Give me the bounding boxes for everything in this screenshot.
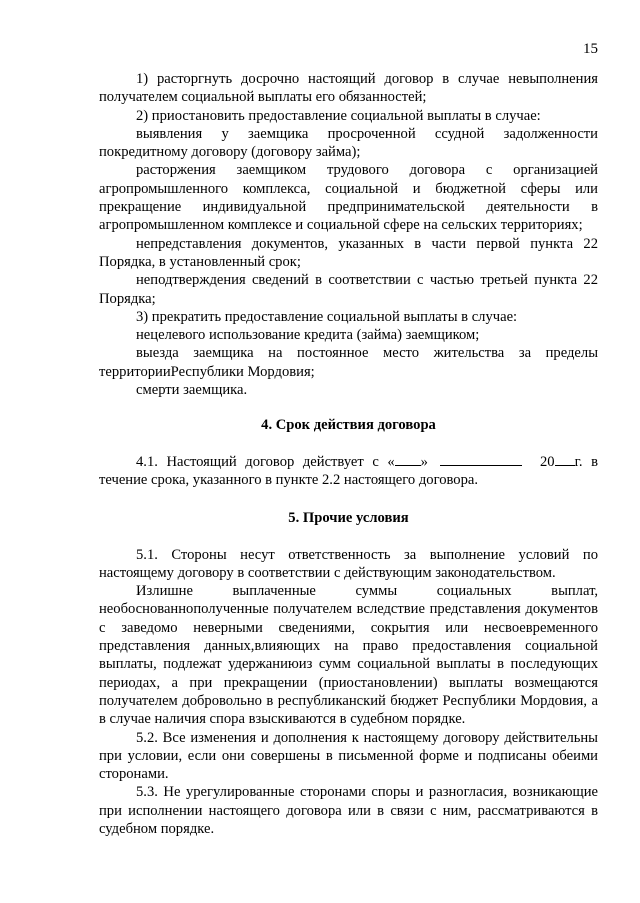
clause-terminate-early: 1) расторгнуть досрочно настоящий договор в случае невыполнения получателем социальной выплаты его обязанностей;: [99, 71, 598, 106]
year-blank: [555, 452, 575, 466]
clause-5-3: 5.3. Не урегулированные сторонами споры и разногласия, возникающие при исполнении настоящего договора или в связи с ним, рассматриваются в судебном порядке.: [99, 784, 598, 837]
page-number: 15: [583, 41, 598, 57]
section-5: [99, 546, 598, 839]
clause-5-1-overpayments: Излишне выплаченные суммы социальных выплат, необоснованнополученные получателем вследствие представления документов с заведомо неверными сведениями, сокрытия или несвоевременного представления данных,влияющих на право предоставления социальной выплаты, подлежат удержаниюиз сумм социальной выплаты в последующих периодах, а при прекращении (приостановлении) выплаты возмещаются получателем добровольно в республиканский бюджет Республики Мордовия, а в случае наличия спора взыскиваются в судебном порядке.: [99, 583, 598, 728]
clause-4-1: [99, 452, 598, 490]
day-blank: [395, 452, 421, 466]
clause-stop-payment: 3) прекратить предоставление социальной выплаты в случае:: [136, 308, 518, 325]
clause-4-1-quote-close: »: [420, 453, 428, 470]
clause-stop-misuse-of-credit: нецелевого использование кредита (займа) заемщиком;: [136, 327, 480, 344]
clause-suspend-employment-termination: расторжения заемщиком трудового договора с организацией агропромышленного комплекса, социальной и бюджетной сферы или прекращение индивидуальной предпринимательской деятельности в агропромышленном комплексе и социальной сфере на сельских территориях;: [99, 162, 598, 234]
document-body: [99, 70, 598, 838]
clause-4-1-year-prefix: 20: [539, 453, 555, 470]
clause-4-1-rest: г. в течение срока, указанного в пункте 2.2 настоящего договора.: [99, 453, 598, 488]
section-4-heading: 4. Срок действия договора: [261, 417, 436, 434]
section-3-continuation: [99, 70, 598, 399]
clause-suspend-documents-not-submitted: непредставления документов, указанных в части первой пункта 22 Порядка, в установленный срок;: [99, 235, 598, 270]
clause-stop-death: смерти заемщика.: [136, 382, 248, 399]
clause-5-2: 5.2. Все изменения и дополнения к настоящему договору действительны при условии, если они совершены в письменной форме и подписаны обеими сторонами.: [99, 729, 598, 783]
clause-4-1-start: 4.1. Настоящий договор действует с «: [136, 453, 395, 470]
clause-suspend-overdue-debt: выявления у заемщика просроченной ссудной задолженности покредитному договору (договору займа);: [99, 125, 598, 161]
clause-5-1: 5.1. Стороны несут ответственность за выполнение условий по настоящему договору в соответствии с действующим законодательством.: [99, 546, 598, 581]
month-blank: [440, 452, 522, 466]
clause-suspend-info-not-confirmed: неподтверждения сведений в соответствии с частью третьей пункта 22 Порядка;: [99, 272, 598, 307]
clause-stop-relocation: выезда заемщика на постоянное место жительства за пределы территорииРеспублики Мордовия;: [99, 345, 598, 380]
clause-suspend-payment: 2) приостановить предоставление социальной выплаты в случае:: [136, 107, 541, 124]
section-5-heading: 5. Прочие условия: [288, 510, 409, 527]
section-4: [99, 452, 598, 490]
